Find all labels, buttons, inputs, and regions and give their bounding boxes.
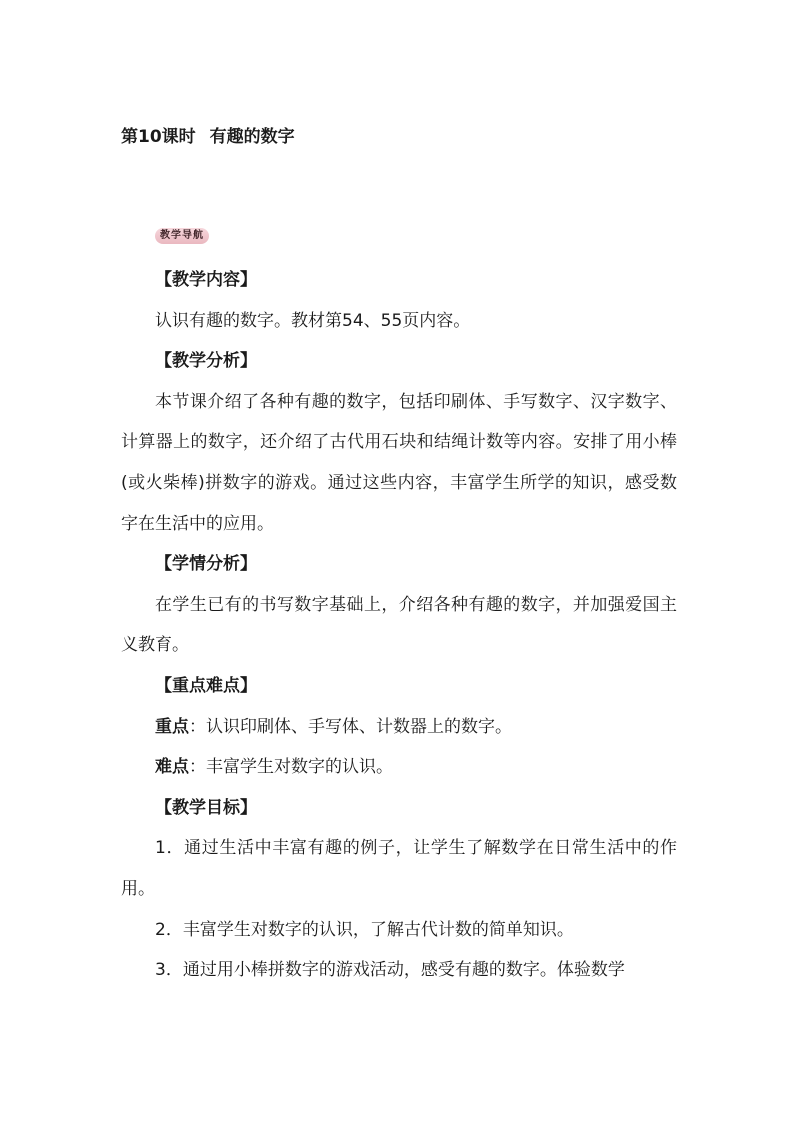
goal-item-1: 1．通过生活中丰富有趣的例子，让学生了解数学在日常生活中的作用。 [121,838,677,899]
teaching-nav-badge: 教学导航 [155,228,209,244]
analysis-paragraph: 本节课介绍了各种有趣的数字，包括印刷体、手写数字、汉字数字、计算器上的数字，还介绍了古代用石块和结绳计数等内容。安排了用小棒(或火柴棒)拼数字的游戏。通过这些内容，丰富学生所学的知识，感受数字在生活中的应用。 [121,391,677,534]
goal-item-3: 3．通过用小棒拼数字的游戏活动，感受有趣的数字。体验数学 [155,960,625,981]
difficulty-label: 难点 [155,757,189,778]
goal-item-2: 2．丰富学生对数字的认识，了解古代计数的简单知识。 [155,919,574,940]
difficulty-line [121,747,677,788]
key-point-label: 重点 [155,716,189,737]
lesson-body [121,260,677,991]
section-heading-analysis: 【教学分析】 [155,351,257,372]
section-heading-student: 【学情分析】 [155,554,257,575]
section-heading-key-points: 【重点难点】 [155,675,257,696]
key-point-text: ：认识印刷体、手写体、计数器上的数字。 [189,716,512,737]
student-paragraph: 在学生已有的书写数字基础上，介绍各种有趣的数字，并加强爱国主义教育。 [121,594,677,656]
difficulty-text: ：丰富学生对数字的认识。 [189,757,393,778]
key-point-line [121,707,677,748]
section-heading-goals: 【教学目标】 [155,797,257,818]
lesson-number: 第10课时 [121,127,196,147]
lesson-topic: 有趣的数字 [209,127,295,147]
content-paragraph: 认识有趣的数字。教材第54、55页内容。 [155,310,471,331]
section-heading-content: 【教学内容】 [155,270,257,290]
lesson-title [121,122,295,147]
